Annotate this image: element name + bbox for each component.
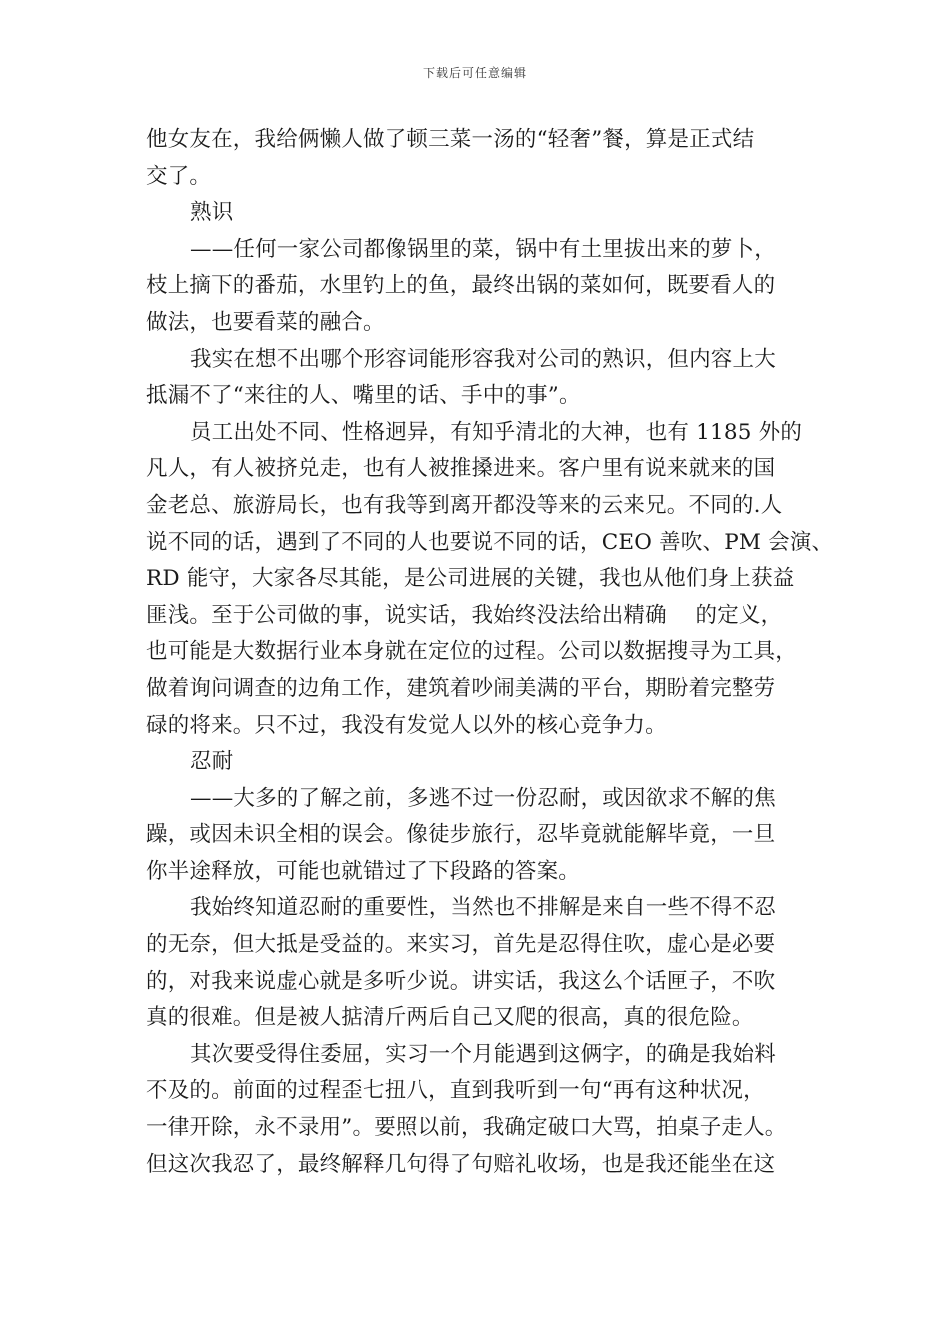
text-line: 躁，或因未识全相的误会。像徒步旅行，忍毕竟就能解毕竟，一旦 [146, 822, 776, 848]
text-line: 我实在想不出哪个形容词能形容我对公司的熟识，但内容上大 [190, 346, 776, 372]
text-line: RD 能守，大家各尽其能，是公司进展的关键，我也从他们身上获益 [146, 566, 795, 592]
text-line: 也可能是大数据行业本身就在定位的过程。公司以数据搜寻为工具， [146, 639, 798, 665]
text-line: 忍耐 [190, 749, 234, 775]
text-line: 做着询问调查的边角工作，建筑着吵闹美满的平台，期盼着完整劳 [146, 675, 776, 701]
text-line: 交了。 [146, 163, 212, 189]
text-line: 员工出处不同、性格迥异，有知乎清北的大神，也有 1185 外的 [190, 419, 803, 445]
text-line: 的无奈，但大抵是受益的。来实习，首先是忍得住吹，虚心是必要 [146, 932, 776, 958]
text-line: 但这次我忍了，最终解释几句得了句赔礼收场，也是我还能坐在这 [146, 1151, 776, 1177]
text-line: 真的很难。但是被人掂清斤两后自己又爬的很高，真的很危险。 [146, 1005, 754, 1031]
text-line: 金老总、旅游局长，也有我等到离开都没等来的云来兄。不同的.人 [146, 492, 783, 518]
text-line: ——大多的了解之前，多逃不过一份忍耐，或因欲求不解的焦 [190, 785, 776, 811]
text-line: 碌的将来。只不过，我没有发觉人以外的核心竞争力。 [146, 712, 667, 738]
text-line: 我始终知道忍耐的重要性，当然也不排解是来自一些不得不忍 [190, 895, 776, 921]
text-line: 你半途释放，可能也就错过了下段路的答案。 [146, 858, 581, 884]
text-line: 做法，也要看菜的融合。 [146, 309, 385, 335]
document-body [146, 122, 834, 1183]
text-line: 他女友在，我给俩懒人做了顿三菜一汤的“轻奢”餐，算是正式结 [146, 127, 755, 152]
text-line: 凡人，有人被挤兑走，也有人被推搡进来。客户里有说来就来的国 [146, 456, 776, 482]
text-line: 的，对我来说虚心就是多听少说。讲实话，我这么个话匣子，不吹 [146, 968, 776, 994]
text-line: 熟识 [190, 200, 234, 226]
page-header: 下载后可任意编辑 [422, 66, 527, 80]
text-line: 其次要受得住委屈，实习一个月能遇到这俩字，的确是我始料 [190, 1041, 776, 1067]
text-line: 枝上摘下的番茄，水里钓上的鱼，最终出锅的菜如何，既要看人的 [146, 273, 776, 299]
text-line: 一律开除，永不录用”。要照以前，我确定破口大骂，拍桌子走人。 [146, 1115, 787, 1141]
text-line: 说不同的话，遇到了不同的人也要说不同的话，CEO 善吹、PM 会演、 [146, 529, 834, 555]
text-line: ——任何一家公司都像锅里的菜，锅中有土里拔出来的萝卜， [190, 236, 776, 262]
text-line: 抵漏不了“来往的人、嘴里的话、手中的事”。 [146, 383, 581, 409]
text-line: 匪浅。至于公司做的事，说实话，我始终没法给出精确 的定义， [146, 602, 783, 628]
text-line: 不及的。前面的过程歪七扭八，直到我听到一句“再有这种状况， [146, 1078, 765, 1104]
